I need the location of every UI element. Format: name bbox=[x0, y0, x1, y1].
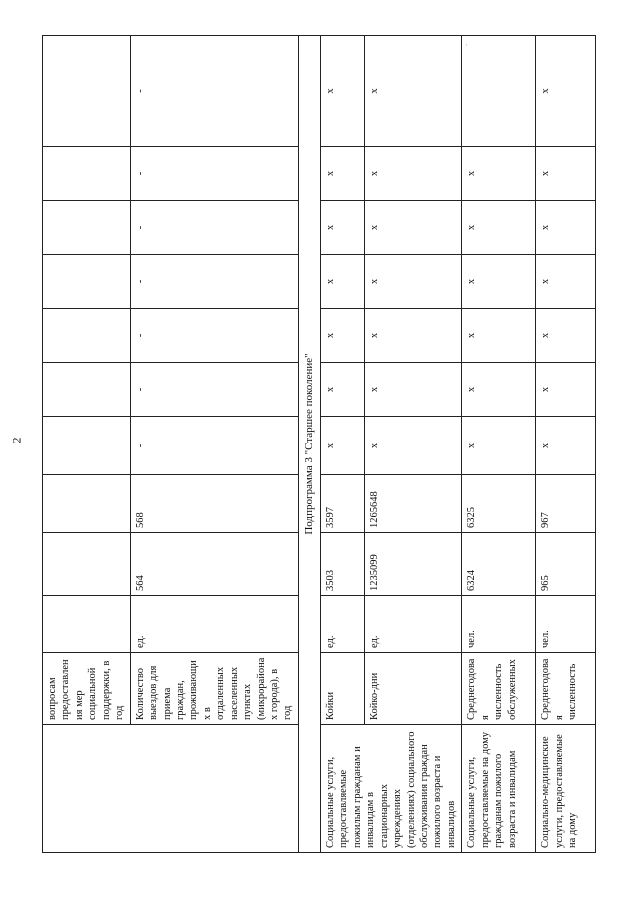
value-cell: х bbox=[365, 309, 462, 363]
value-cell: х bbox=[462, 255, 536, 309]
value-cell: х bbox=[536, 201, 596, 255]
value-cell: 1265648 bbox=[365, 475, 462, 533]
indicator-cell: Среднегодовая численность bbox=[536, 653, 596, 725]
value-cell: х bbox=[365, 201, 462, 255]
page-number: 2 bbox=[9, 437, 24, 444]
value-cell: х bbox=[320, 255, 365, 309]
value-cell bbox=[43, 363, 131, 417]
indicators-table bbox=[42, 35, 596, 853]
unit-cell: чел. bbox=[462, 596, 536, 653]
service-cell: Социально-медицинские услуги, предоставляемые на дому bbox=[536, 725, 596, 853]
indicator-cell: Койко-дни bbox=[365, 653, 462, 725]
value-cell: - bbox=[130, 255, 298, 309]
table-row bbox=[320, 36, 365, 853]
unit-cell: ед. bbox=[130, 596, 298, 653]
subprogram-title: Подпрограмма 3 "Старшее поколение" bbox=[298, 36, 320, 853]
value-cell bbox=[43, 36, 131, 147]
section-row bbox=[298, 36, 320, 853]
value-cell: х bbox=[462, 147, 536, 201]
service-cell bbox=[43, 725, 299, 853]
value-cell: х bbox=[320, 147, 365, 201]
service-cell: Социальные услуги, предоставляемые на дому гражданам пожилого возраста и инвалидам bbox=[462, 725, 536, 853]
indicator-cell: Количество выездов для приема граждан, проживающих в отдаленных населенных пунктах (микрорайонах города), в год bbox=[130, 653, 298, 725]
value-cell: 965 bbox=[536, 533, 596, 596]
value-cell: х bbox=[365, 255, 462, 309]
value-cell: 967 bbox=[536, 475, 596, 533]
value-cell: х bbox=[536, 363, 596, 417]
value-cell: х bbox=[320, 309, 365, 363]
unit-cell bbox=[43, 596, 131, 653]
indicator-cell: вопросам предоставления мер социальной поддержки, в год bbox=[43, 653, 131, 725]
value-cell: 6324 bbox=[462, 533, 536, 596]
value-cell bbox=[43, 533, 131, 596]
value-cell bbox=[43, 475, 131, 533]
value-cell: 6325 bbox=[462, 475, 536, 533]
unit-cell: ед. bbox=[320, 596, 365, 653]
value-cell: х bbox=[365, 36, 462, 147]
value-cell: х bbox=[462, 363, 536, 417]
value-cell: х bbox=[320, 36, 365, 147]
unit-cell: ед. bbox=[365, 596, 462, 653]
indicator-cell: Койки bbox=[320, 653, 365, 725]
value-cell: - bbox=[130, 201, 298, 255]
value-cell: - bbox=[130, 309, 298, 363]
value-cell bbox=[43, 255, 131, 309]
value-cell: х bbox=[365, 363, 462, 417]
value-cell: х bbox=[462, 201, 536, 255]
value-cell bbox=[43, 309, 131, 363]
value-cell: 564 bbox=[130, 533, 298, 596]
table-row bbox=[462, 36, 536, 853]
scan-speck: · bbox=[465, 40, 468, 50]
value-cell: х bbox=[536, 255, 596, 309]
value-cell: - bbox=[130, 36, 298, 147]
indicator-cell: Среднегодовая численность обслуженных bbox=[462, 653, 536, 725]
value-cell bbox=[43, 417, 131, 475]
table-row bbox=[43, 36, 131, 853]
table-row bbox=[536, 36, 596, 853]
value-cell: х bbox=[462, 417, 536, 475]
value-cell bbox=[43, 147, 131, 201]
value-cell: - bbox=[130, 363, 298, 417]
value-cell: х bbox=[536, 36, 596, 147]
value-cell: х bbox=[536, 309, 596, 363]
value-cell: - bbox=[130, 417, 298, 475]
value-cell: х bbox=[365, 417, 462, 475]
value-cell: х bbox=[536, 147, 596, 201]
value-cell: 3503 bbox=[320, 533, 365, 596]
value-cell: х bbox=[320, 363, 365, 417]
value-cell: - bbox=[130, 147, 298, 201]
value-cell bbox=[43, 201, 131, 255]
value-cell: х bbox=[536, 417, 596, 475]
value-cell: х bbox=[320, 417, 365, 475]
value-cell: х bbox=[365, 147, 462, 201]
value-cell: х bbox=[462, 309, 536, 363]
value-cell bbox=[462, 36, 536, 147]
value-cell: х bbox=[320, 201, 365, 255]
value-cell: 3597 bbox=[320, 475, 365, 533]
value-cell: 568 bbox=[130, 475, 298, 533]
unit-cell: чел. bbox=[536, 596, 596, 653]
value-cell: 1235099 bbox=[365, 533, 462, 596]
service-cell: Социальные услуги, предоставляемые пожилым гражданам и инвалидам в стационарных учреждениях (отделениях) социального обслуживания граждан пожилого возраста и инвалидов bbox=[320, 725, 461, 853]
